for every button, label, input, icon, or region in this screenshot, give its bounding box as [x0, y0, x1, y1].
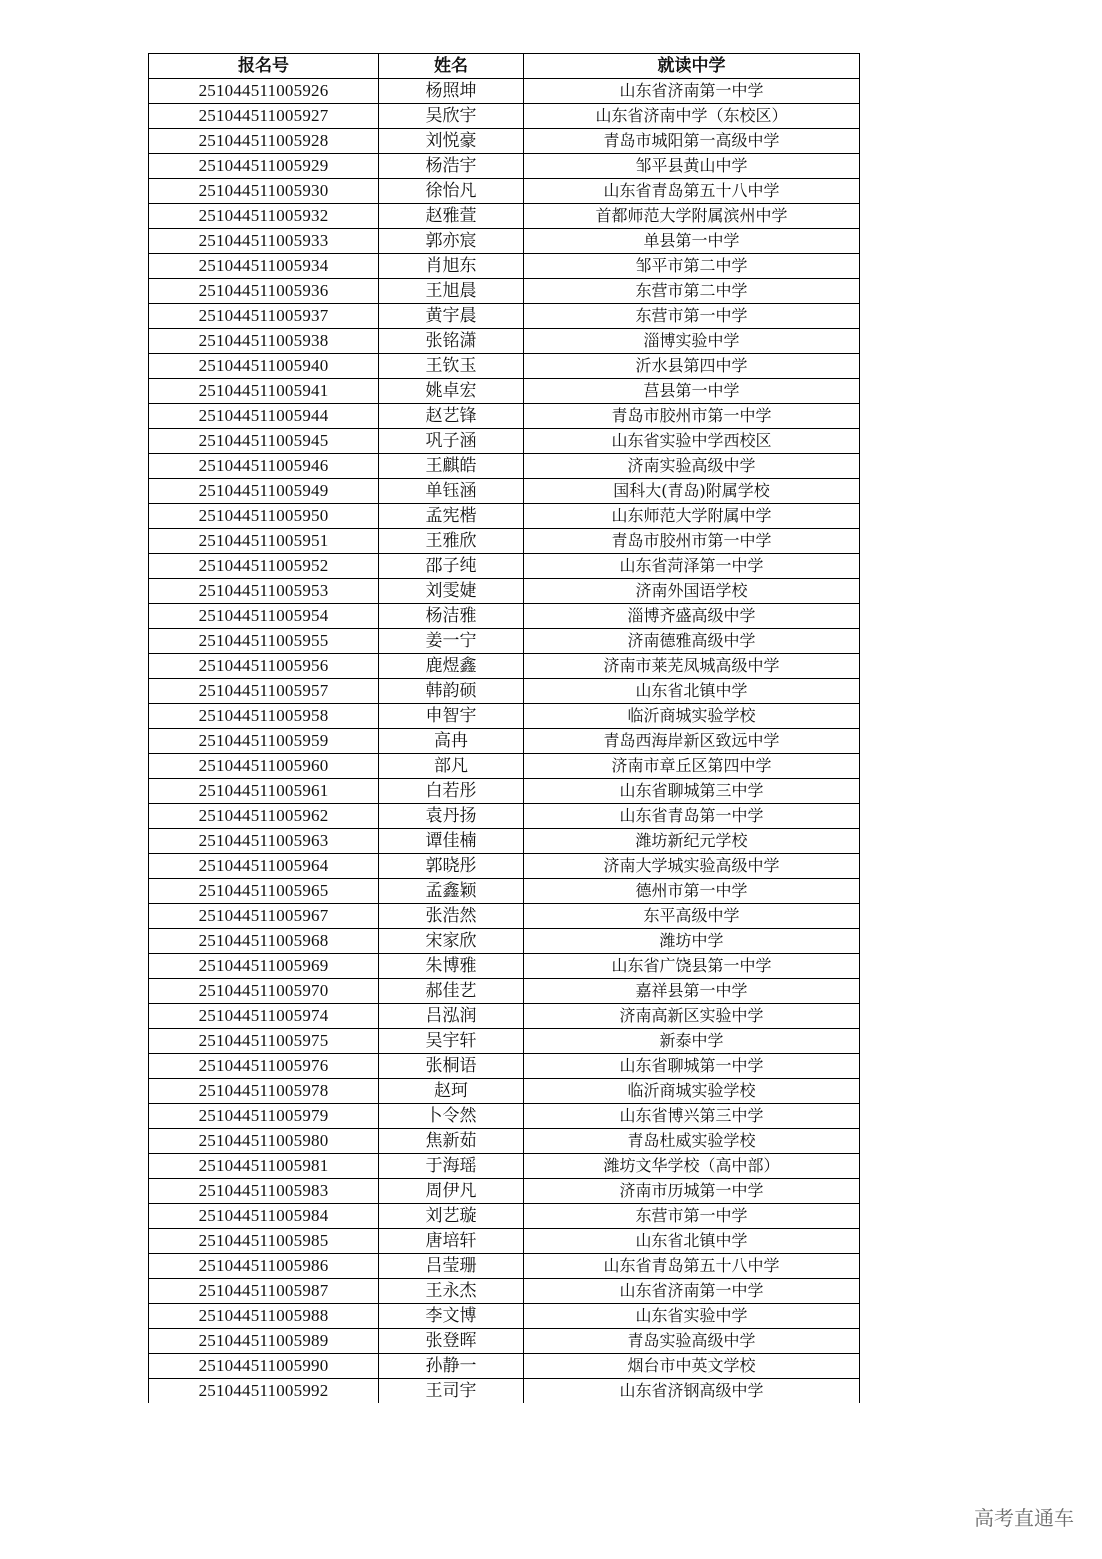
registration-number-cell: 251044511005974 — [149, 1004, 379, 1029]
student-name-cell: 张浩然 — [379, 904, 524, 929]
registration-number-cell: 251044511005932 — [149, 204, 379, 229]
school-cell: 济南大学城实验高级中学 — [524, 854, 860, 879]
school-cell: 潍坊中学 — [524, 929, 860, 954]
school-cell: 山东省广饶县第一中学 — [524, 954, 860, 979]
student-name-cell: 焦新茹 — [379, 1129, 524, 1154]
table-row — [149, 829, 860, 854]
registration-number-cell: 251044511005969 — [149, 954, 379, 979]
school-cell: 山东省青岛第五十八中学 — [524, 179, 860, 204]
school-cell: 东营市第一中学 — [524, 1204, 860, 1229]
school-cell: 山东省实验中学西校区 — [524, 429, 860, 454]
table-row — [149, 104, 860, 129]
student-name-cell: 王旭晨 — [379, 279, 524, 304]
table-body — [149, 79, 860, 1404]
registration-number-cell: 251044511005927 — [149, 104, 379, 129]
table-row — [149, 754, 860, 779]
table-row — [149, 479, 860, 504]
registration-number-cell: 251044511005930 — [149, 179, 379, 204]
table-row — [149, 279, 860, 304]
registration-number-cell: 251044511005990 — [149, 1354, 379, 1379]
table-row — [149, 1229, 860, 1254]
table-row — [149, 1029, 860, 1054]
registration-number-cell: 251044511005940 — [149, 354, 379, 379]
registration-number-cell: 251044511005964 — [149, 854, 379, 879]
student-name-cell: 巩子涵 — [379, 429, 524, 454]
school-cell: 淄博齐盛高级中学 — [524, 604, 860, 629]
student-name-cell: 孙静一 — [379, 1354, 524, 1379]
registration-number-cell: 251044511005992 — [149, 1379, 379, 1404]
student-name-cell: 杨照坤 — [379, 79, 524, 104]
table-row — [149, 129, 860, 154]
table-row — [149, 729, 860, 754]
student-name-cell: 吴欣宇 — [379, 104, 524, 129]
table-row — [149, 804, 860, 829]
table-row — [149, 1054, 860, 1079]
registration-number-cell: 251044511005989 — [149, 1329, 379, 1354]
registration-number-cell: 251044511005981 — [149, 1154, 379, 1179]
header-registration-number: 报名号 — [149, 54, 379, 79]
table-row — [149, 79, 860, 104]
table-row — [149, 204, 860, 229]
school-cell: 山东省北镇中学 — [524, 679, 860, 704]
school-cell: 山东省菏泽第一中学 — [524, 554, 860, 579]
student-name-cell: 徐怡凡 — [379, 179, 524, 204]
registration-number-cell: 251044511005946 — [149, 454, 379, 479]
student-name-cell: 吕莹珊 — [379, 1254, 524, 1279]
student-name-cell: 袁丹扬 — [379, 804, 524, 829]
table-row — [149, 604, 860, 629]
school-cell: 山东省济南中学（东校区） — [524, 104, 860, 129]
school-cell: 嘉祥县第一中学 — [524, 979, 860, 1004]
student-name-cell: 单钰涵 — [379, 479, 524, 504]
registration-number-cell: 251044511005953 — [149, 579, 379, 604]
registration-number-cell: 251044511005954 — [149, 604, 379, 629]
student-name-cell: 吴宇轩 — [379, 1029, 524, 1054]
roster-table — [148, 53, 860, 1403]
registration-number-cell: 251044511005957 — [149, 679, 379, 704]
school-cell: 青岛市胶州市第一中学 — [524, 404, 860, 429]
student-name-cell: 白若彤 — [379, 779, 524, 804]
student-name-cell: 肖旭东 — [379, 254, 524, 279]
registration-number-cell: 251044511005986 — [149, 1254, 379, 1279]
registration-number-cell: 251044511005978 — [149, 1079, 379, 1104]
student-name-cell: 王麒皓 — [379, 454, 524, 479]
registration-number-cell: 251044511005928 — [149, 129, 379, 154]
table-row — [149, 304, 860, 329]
school-cell: 青岛实验高级中学 — [524, 1329, 860, 1354]
registration-number-cell: 251044511005976 — [149, 1054, 379, 1079]
school-cell: 青岛市胶州市第一中学 — [524, 529, 860, 554]
registration-number-cell: 251044511005941 — [149, 379, 379, 404]
school-cell: 临沂商城实验学校 — [524, 704, 860, 729]
student-name-cell: 郭亦宸 — [379, 229, 524, 254]
table-row — [149, 929, 860, 954]
school-cell: 济南市章丘区第四中学 — [524, 754, 860, 779]
student-name-cell: 郝佳艺 — [379, 979, 524, 1004]
table-row — [149, 779, 860, 804]
student-name-cell: 赵雅萱 — [379, 204, 524, 229]
school-cell: 临沂商城实验学校 — [524, 1079, 860, 1104]
school-cell: 济南实验高级中学 — [524, 454, 860, 479]
school-cell: 济南德雅高级中学 — [524, 629, 860, 654]
student-name-cell: 赵艺锋 — [379, 404, 524, 429]
table-row — [149, 179, 860, 204]
registration-number-cell: 251044511005949 — [149, 479, 379, 504]
table-row — [149, 154, 860, 179]
table-row — [149, 1204, 860, 1229]
school-cell: 山东省博兴第三中学 — [524, 1104, 860, 1129]
school-cell: 邹平县黄山中学 — [524, 154, 860, 179]
table-row — [149, 229, 860, 254]
registration-number-cell: 251044511005967 — [149, 904, 379, 929]
registration-number-cell: 251044511005934 — [149, 254, 379, 279]
school-cell: 山东省济南第一中学 — [524, 1279, 860, 1304]
school-cell: 山东师范大学附属中学 — [524, 504, 860, 529]
table-row — [149, 1279, 860, 1304]
registration-number-cell: 251044511005962 — [149, 804, 379, 829]
student-name-cell: 王司宇 — [379, 1379, 524, 1404]
student-name-cell: 姜一宁 — [379, 629, 524, 654]
registration-number-cell: 251044511005937 — [149, 304, 379, 329]
school-cell: 烟台市中英文学校 — [524, 1354, 860, 1379]
student-name-cell: 姚卓宏 — [379, 379, 524, 404]
table-header-row — [149, 54, 860, 79]
table-row — [149, 979, 860, 1004]
student-name-cell: 申智宇 — [379, 704, 524, 729]
student-name-cell: 刘悦豪 — [379, 129, 524, 154]
student-name-cell: 邵子纯 — [379, 554, 524, 579]
registration-number-cell: 251044511005980 — [149, 1129, 379, 1154]
student-name-cell: 张桐语 — [379, 1054, 524, 1079]
school-cell: 山东省青岛第一中学 — [524, 804, 860, 829]
table-row — [149, 1129, 860, 1154]
table-row — [149, 504, 860, 529]
registration-number-cell: 251044511005944 — [149, 404, 379, 429]
table-row — [149, 954, 860, 979]
table-row — [149, 254, 860, 279]
registration-number-cell: 251044511005936 — [149, 279, 379, 304]
school-cell: 山东省济南第一中学 — [524, 79, 860, 104]
registration-number-cell: 251044511005938 — [149, 329, 379, 354]
table-row — [149, 1354, 860, 1379]
student-name-cell: 黄宇晨 — [379, 304, 524, 329]
registration-number-cell: 251044511005956 — [149, 654, 379, 679]
registration-number-cell: 251044511005965 — [149, 879, 379, 904]
student-name-cell: 王钦玉 — [379, 354, 524, 379]
student-name-cell: 张铭潇 — [379, 329, 524, 354]
student-name-cell: 宋家欣 — [379, 929, 524, 954]
school-cell: 首都师范大学附属滨州中学 — [524, 204, 860, 229]
table-row — [149, 879, 860, 904]
student-name-cell: 刘艺璇 — [379, 1204, 524, 1229]
registration-number-cell: 251044511005975 — [149, 1029, 379, 1054]
student-name-cell: 张登晖 — [379, 1329, 524, 1354]
student-name-cell: 于海瑶 — [379, 1154, 524, 1179]
school-cell: 东营市第二中学 — [524, 279, 860, 304]
student-name-cell: 杨洁雅 — [379, 604, 524, 629]
header-name: 姓名 — [379, 54, 524, 79]
student-name-cell: 高冉 — [379, 729, 524, 754]
table-row — [149, 429, 860, 454]
school-cell: 新泰中学 — [524, 1029, 860, 1054]
watermark-text: 高考直通车 — [974, 1506, 1074, 1530]
school-cell: 国科大(青岛)附属学校 — [524, 479, 860, 504]
table-row — [149, 679, 860, 704]
student-name-cell: 孟宪楷 — [379, 504, 524, 529]
registration-number-cell: 251044511005926 — [149, 79, 379, 104]
school-cell: 山东省济钢高级中学 — [524, 1379, 860, 1404]
school-cell: 济南市历城第一中学 — [524, 1179, 860, 1204]
table-row — [149, 1329, 860, 1354]
registration-number-cell: 251044511005968 — [149, 929, 379, 954]
student-name-cell: 杨浩宇 — [379, 154, 524, 179]
registration-number-cell: 251044511005958 — [149, 704, 379, 729]
registration-number-cell: 251044511005963 — [149, 829, 379, 854]
registration-number-cell: 251044511005951 — [149, 529, 379, 554]
student-name-cell: 郭晓彤 — [379, 854, 524, 879]
school-cell: 德州市第一中学 — [524, 879, 860, 904]
school-cell: 济南外国语学校 — [524, 579, 860, 604]
table-row — [149, 1304, 860, 1329]
table-row — [149, 1379, 860, 1404]
student-name-cell: 周伊凡 — [379, 1179, 524, 1204]
student-name-cell: 赵珂 — [379, 1079, 524, 1104]
student-name-cell: 王雅欣 — [379, 529, 524, 554]
school-cell: 济南市莱芜凤城高级中学 — [524, 654, 860, 679]
table-row — [149, 704, 860, 729]
registration-number-cell: 251044511005979 — [149, 1104, 379, 1129]
table-row — [149, 354, 860, 379]
table-row — [149, 579, 860, 604]
student-name-cell: 李文博 — [379, 1304, 524, 1329]
student-name-cell: 刘雯婕 — [379, 579, 524, 604]
school-cell: 潍坊文华学校（高中部） — [524, 1154, 860, 1179]
student-name-cell: 吕泓润 — [379, 1004, 524, 1029]
table-row — [149, 1104, 860, 1129]
registration-number-cell: 251044511005952 — [149, 554, 379, 579]
school-cell: 山东省聊城第一中学 — [524, 1054, 860, 1079]
registration-number-cell: 251044511005987 — [149, 1279, 379, 1304]
table-row — [149, 379, 860, 404]
student-name-cell: 鹿煜鑫 — [379, 654, 524, 679]
student-name-cell: 韩韵硕 — [379, 679, 524, 704]
student-name-cell: 部凡 — [379, 754, 524, 779]
school-cell: 邹平市第二中学 — [524, 254, 860, 279]
table-row — [149, 1154, 860, 1179]
student-name-cell: 王永杰 — [379, 1279, 524, 1304]
school-cell: 东平高级中学 — [524, 904, 860, 929]
registration-number-cell: 251044511005983 — [149, 1179, 379, 1204]
table-row — [149, 454, 860, 479]
table-row — [149, 1079, 860, 1104]
table-row — [149, 1254, 860, 1279]
school-cell: 青岛杜威实验学校 — [524, 1129, 860, 1154]
student-name-cell: 谭佳楠 — [379, 829, 524, 854]
school-cell: 单县第一中学 — [524, 229, 860, 254]
table-row — [149, 904, 860, 929]
school-cell: 青岛市城阳第一高级中学 — [524, 129, 860, 154]
registration-number-cell: 251044511005984 — [149, 1204, 379, 1229]
table-row — [149, 1179, 860, 1204]
registration-number-cell: 251044511005960 — [149, 754, 379, 779]
school-cell: 沂水县第四中学 — [524, 354, 860, 379]
registration-number-cell: 251044511005929 — [149, 154, 379, 179]
school-cell: 淄博实验中学 — [524, 329, 860, 354]
table-row — [149, 654, 860, 679]
table-row — [149, 629, 860, 654]
student-name-cell: 朱博雅 — [379, 954, 524, 979]
header-school: 就读中学 — [524, 54, 860, 79]
registration-number-cell: 251044511005961 — [149, 779, 379, 804]
table-row — [149, 529, 860, 554]
school-cell: 潍坊新纪元学校 — [524, 829, 860, 854]
table-row — [149, 554, 860, 579]
registration-number-cell: 251044511005988 — [149, 1304, 379, 1329]
registration-number-cell: 251044511005950 — [149, 504, 379, 529]
school-cell: 山东省北镇中学 — [524, 1229, 860, 1254]
student-name-cell: 孟鑫颖 — [379, 879, 524, 904]
registration-number-cell: 251044511005933 — [149, 229, 379, 254]
table-row — [149, 1004, 860, 1029]
table-row — [149, 404, 860, 429]
registration-number-cell: 251044511005985 — [149, 1229, 379, 1254]
table-row — [149, 329, 860, 354]
school-cell: 莒县第一中学 — [524, 379, 860, 404]
registration-number-cell: 251044511005945 — [149, 429, 379, 454]
school-cell: 山东省实验中学 — [524, 1304, 860, 1329]
school-cell: 山东省聊城第三中学 — [524, 779, 860, 804]
school-cell: 山东省青岛第五十八中学 — [524, 1254, 860, 1279]
registration-number-cell: 251044511005959 — [149, 729, 379, 754]
registration-number-cell: 251044511005970 — [149, 979, 379, 1004]
school-cell: 济南高新区实验中学 — [524, 1004, 860, 1029]
registration-number-cell: 251044511005955 — [149, 629, 379, 654]
table-row — [149, 854, 860, 879]
student-name-cell: 卜令然 — [379, 1104, 524, 1129]
school-cell: 青岛西海岸新区致远中学 — [524, 729, 860, 754]
school-cell: 东营市第一中学 — [524, 304, 860, 329]
student-name-cell: 唐培轩 — [379, 1229, 524, 1254]
